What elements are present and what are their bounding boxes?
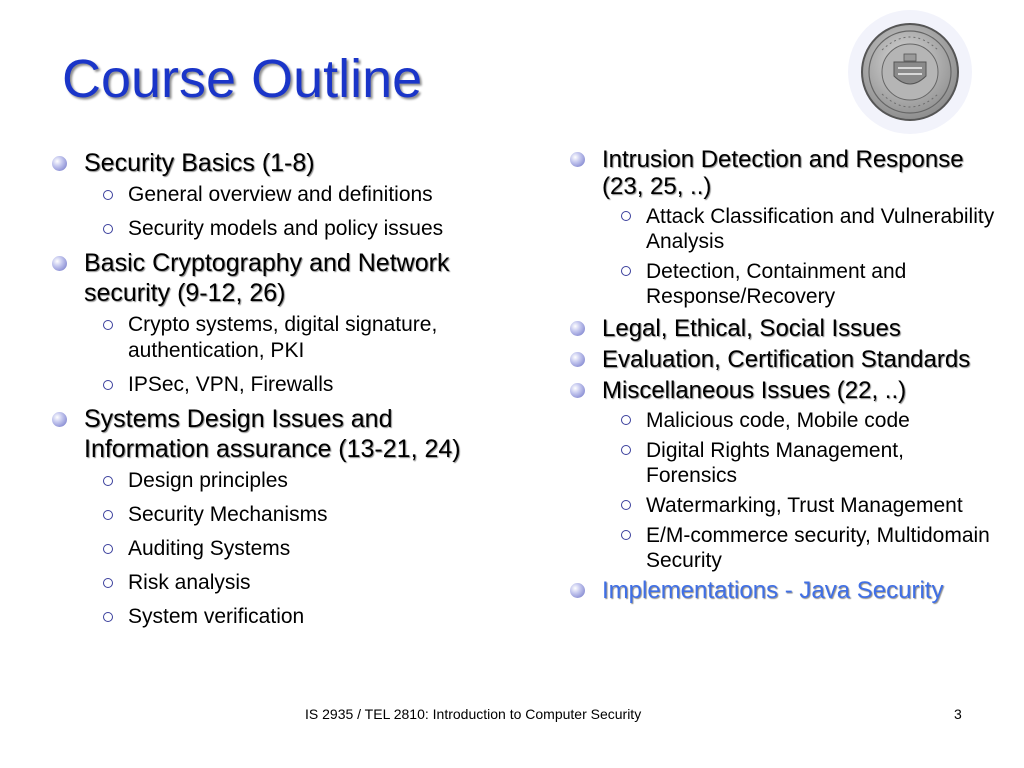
sub-bullet-text: IPSec, VPN, Firewalls [128,373,334,396]
sub-bullet-item [48,182,518,208]
sub-bullet-item [566,204,996,254]
sub-bullet-text: Security models and policy issues [128,217,444,240]
sub-bullet-item [48,502,518,528]
sub-bullet-item [48,536,518,562]
sub-bullet-text: System verification [128,605,305,628]
ring-bullet-icon [621,445,631,455]
bullet-text: Basic Cryptography and Network security (9-12, 26) [84,249,450,307]
bullet-dot-icon [52,156,67,171]
bullet-text: Evaluation, Certification Standards [602,346,971,373]
bullet-item [566,315,996,342]
bullet-dot-icon [570,352,585,367]
bullet-text: Intrusion Detection and Response (23, 25, ..) [602,146,964,200]
ring-bullet-icon [103,190,113,200]
sub-bullet-text: Malicious code, Mobile code [646,409,910,432]
bullet-dot-icon [52,256,67,271]
sub-bullet-text: Attack Classification and Vulnerability Analysis [646,205,995,253]
ring-bullet-icon [103,510,113,520]
bullet-item [566,377,996,404]
bullet-item [48,404,518,464]
sub-bullet-text: Crypto systems, digital signature, authentication, PKI [128,313,438,362]
bullet-text: Systems Design Issues and Information assurance (13-21, 24) [84,405,461,463]
ring-bullet-icon [621,266,631,276]
sub-bullet-item [48,570,518,596]
bullet-text: Security Basics (1-8) [84,149,315,177]
ring-bullet-icon [103,380,113,390]
slide-title: Course Outline [62,49,423,109]
bullet-dot-icon [570,321,585,336]
sub-bullet-text: Security Mechanisms [128,503,328,526]
bullet-dot-icon [570,583,585,598]
university-seal-icon [848,10,972,134]
sub-bullet-item [48,216,518,242]
sub-bullet-text: Digital Rights Management, Forensics [646,439,904,487]
bullet-dot-icon [570,383,585,398]
sub-bullet-text: Watermarking, Trust Management [646,494,963,517]
sub-bullet-item [566,438,996,488]
sub-bullet-item [48,468,518,494]
bullet-item [48,148,518,178]
ring-bullet-icon [103,224,113,234]
right-bullet-column [566,146,996,604]
ring-bullet-icon [103,578,113,588]
sub-bullet-text: E/M-commerce security, Multidomain Security [646,524,990,572]
sub-bullet-text: Design principles [128,469,288,492]
ring-bullet-icon [103,612,113,622]
bullet-item [566,146,996,200]
left-bullet-column [48,148,518,630]
bullet-item [566,346,996,373]
ring-bullet-icon [103,544,113,554]
sub-bullet-text: Detection, Containment and Response/Recovery [646,260,907,308]
ring-bullet-icon [621,530,631,540]
sub-bullet-item [566,523,996,573]
bullet-dot-icon [52,412,67,427]
page-number: 3 [954,706,962,722]
slide-footer: IS 2935 / TEL 2810: Introduction to Computer Security [305,706,642,722]
sub-bullet-item [48,604,518,630]
bullet-dot-icon [570,152,585,167]
sub-bullet-text: Risk analysis [128,571,251,594]
ring-bullet-icon [103,320,113,330]
sub-bullet-text: Auditing Systems [128,537,291,560]
sub-bullet-item [566,408,996,433]
ring-bullet-icon [621,211,631,221]
ring-bullet-icon [621,415,631,425]
bullet-item [566,577,996,604]
bullet-text: Legal, Ethical, Social Issues [602,315,901,342]
sub-bullet-item [48,372,518,398]
sub-bullet-item [566,259,996,309]
bullet-text: Miscellaneous Issues (22, ..) [602,377,907,404]
ring-bullet-icon [103,476,113,486]
bullet-item [48,248,518,308]
sub-bullet-item [566,493,996,518]
sub-bullet-text: General overview and definitions [128,183,433,206]
sub-bullet-item [48,312,518,364]
ring-bullet-icon [621,500,631,510]
bullet-link-text[interactable]: Implementations - Java Security [602,577,944,604]
